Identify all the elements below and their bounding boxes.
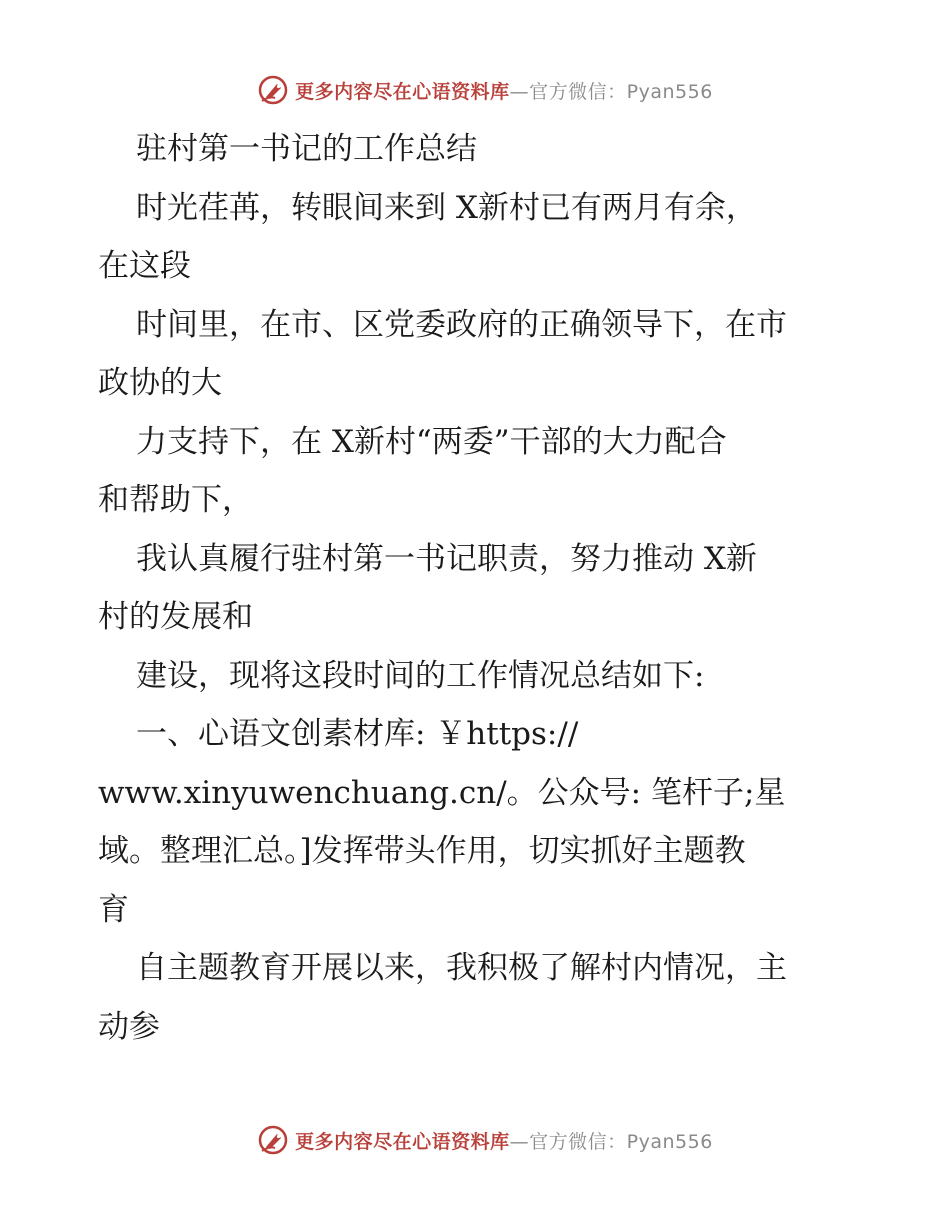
footer-banner-gray-text: —官方微信：Pyan556	[509, 1130, 713, 1153]
document-line: 和帮助下，	[98, 482, 253, 518]
document-line: 政协的大	[98, 365, 222, 401]
document-line: 我认真履行驻村第一书记职责，努力推动 X新	[136, 540, 757, 577]
footer-banner-text	[295, 1127, 713, 1154]
footer-banner-red-text: 更多内容尽在心语资料库	[295, 1130, 510, 1153]
header-banner	[0, 70, 950, 110]
document-title: 驻村第一书记的工作总结	[136, 131, 477, 167]
document-line: 域。整理汇总。]发挥带头作用，切实抓好主题教	[98, 833, 746, 869]
document-line: 时光荏苒，转眼间来到 X新村已有两月有余，	[136, 189, 757, 226]
document-line: www.xinyuwenchuang.cn/。公众号: 笔杆子;星	[98, 774, 786, 811]
pen-nib-logo-icon	[257, 74, 289, 106]
document-line: 一、心语文创素材库: ￥https://	[136, 716, 579, 752]
document-body	[98, 120, 898, 1056]
footer-banner	[0, 1120, 950, 1160]
document-line: 自主题教育开展以来，我积极了解村内情况，主	[136, 950, 787, 986]
pen-nib-logo-icon	[257, 1124, 289, 1156]
header-banner-red-text: 更多内容尽在心语资料库	[295, 80, 510, 103]
document-line: 在这段	[98, 248, 191, 284]
footer-banner-content	[257, 1124, 713, 1156]
header-banner-gray-text: —官方微信：Pyan556	[509, 80, 713, 103]
document-line: 村的发展和	[98, 599, 253, 635]
document-line: 时间里，在市、区党委政府的正确领导下，在市	[136, 306, 787, 343]
header-banner-content	[257, 74, 713, 106]
header-banner-text	[295, 77, 713, 104]
document-line: 建设，现将这段时间的工作情况总结如下:	[136, 657, 705, 694]
document-line: 动参	[98, 1008, 160, 1045]
document-line: 力支持下，在 X新村“两委”干部的大力配合	[136, 423, 727, 460]
document-line: 育	[98, 891, 129, 928]
